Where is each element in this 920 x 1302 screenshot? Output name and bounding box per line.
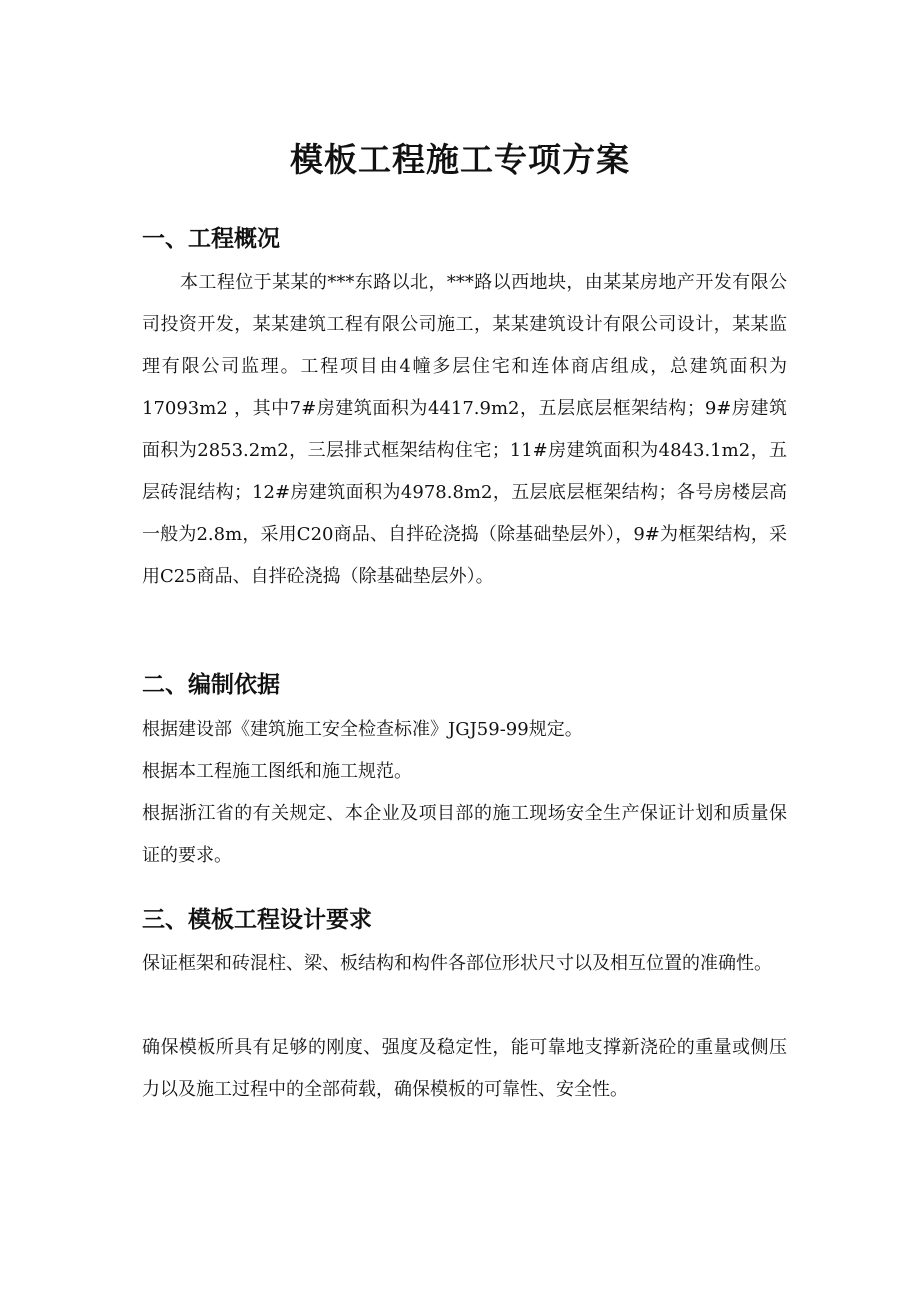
design-requirement-1: 保证框架和砖混柱、梁、板结构和构件各部位形状尺寸以及相互位置的准确性。 bbox=[142, 953, 772, 974]
section-heading-basis: 二、编制依据 bbox=[142, 671, 280, 698]
basis-item-3: 根据浙江省的有关规定、本企业及项目部的施工现场安全生产保证计划和质量保证的要求。 bbox=[142, 803, 787, 866]
overview-paragraph: 本工程位于某某的***东路以北，***路以西地块，由某某房地产开发有限公司投资开发，某某建筑工程有限公司施工，某某建筑设计有限公司设计，某某监理有限公司监理。工程项目由4幢多层住宅和连体商店组成，总建筑面积为17093m2 ，其中7#房建筑面积为4417.9m2，五层底层框架结构；9#房建筑面积为2853.2m2，三层排式框架结构住宅；11#房建筑面积为4843.1m2，五层砖混结构；12#房建筑面积为4978.8m2，五层底层框架结构；各号房楼层高一般为2.8m，采用C20商品、自拌砼浇捣（除基础垫层外），9#为框架结构，采用C25商品、自拌砼浇捣（除基础垫层外）。 bbox=[142, 272, 787, 587]
design-requirement-2: 确保模板所具有足够的刚度、强度及稳定性，能可靠地支撑新浇砼的重量或侧压力以及施工过程中的全部荷载，确保模板的可靠性、安全性。 bbox=[142, 1037, 787, 1100]
document-title: 模板工程施工专项方案 bbox=[290, 140, 630, 179]
section-heading-design-requirements: 三、模板工程设计要求 bbox=[142, 906, 372, 933]
section-heading-overview: 一、工程概况 bbox=[142, 225, 280, 252]
basis-item-2: 根据本工程施工图纸和施工规范。 bbox=[142, 761, 412, 782]
basis-item-1: 根据建设部《建筑施工安全检查标准》JGJ59-99规定。 bbox=[142, 719, 583, 740]
